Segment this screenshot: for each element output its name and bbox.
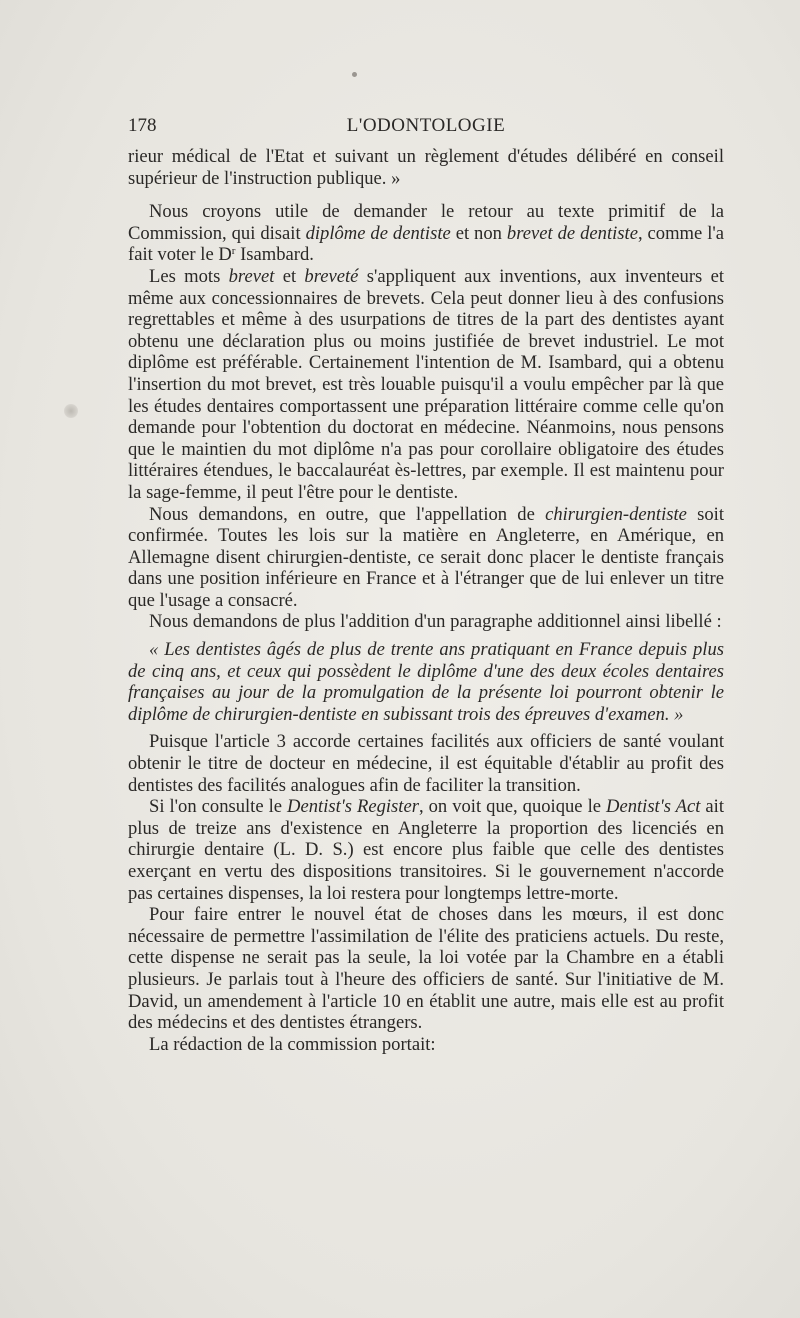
emphasis-chirurgien-dentiste: chirurgien-dentiste bbox=[545, 503, 687, 525]
paragraph-retour-texte: Nous croyons utile de demander le retour au texte primitif de la Commission, qui disait diplôme de dentiste et non brevet de dentiste, comme l'a fait voter le $D^r$ Isambard. bbox=[128, 201, 724, 266]
paragraph-addition: Nous demandons de plus l'addition d'un paragraphe additionnel ainsi libellé : bbox=[149, 611, 722, 633]
paragraph-redaction: La rédaction de la commission portait: bbox=[149, 1033, 436, 1055]
emphasis-brevete-word: breveté bbox=[304, 265, 359, 287]
page-number: 178 bbox=[128, 115, 157, 136]
emphasis-brevet: brevet de dentiste bbox=[506, 222, 638, 244]
paragraph-chirurgien-dentiste: Nous demandons, en outre, que l'appellation de chirurgien-dentiste soit confirmée. Toutes les lois sur la matière en Angleterre, en Amérique, en Allemagne disent chirurgien-dentiste, ce serait donc placer le dentiste français dans une position inférieure en France et à l'étranger que de lui enlever un titre que l'usage a consacré. bbox=[128, 503, 725, 611]
emphasis-diplome: diplôme de dentiste bbox=[305, 222, 451, 244]
emphasis-dentists-act: Dentist's Act bbox=[606, 796, 701, 818]
margin-stain bbox=[64, 404, 78, 418]
emphasis-dentists-register: Dentist's Register bbox=[287, 796, 419, 818]
page-header bbox=[128, 115, 724, 141]
paragraph-mots-brevet: Les mots brevet et breveté s'appliquent aux inventions, aux inventeurs et même aux concessionnaires de brevets. Cela peut donner lieu à des confusions regrettables et même à des usurpations de titres de la part des dentistes ayant obtenu une déclaration plus ou moins justifiée de brevet industriel. Le mot diplôme est préférable. Certainement l'intention de M. Isambard, qui a obtenu l'insertion du mot brevet, est très louable puisqu'il a voulu empêcher par là que les études dentaires comportassent une préparation littéraire comme celle qu'on demande pour l'obtention du doctorat en médecine. Néanmoins, nous pensons que le maintien du mot diplôme n'a pas pour corollaire obligatoire des études littéraires étendues, le baccalauréat ès-lettres, par exemple. Il est maintenu pour la sage-femme, il peut l'être pour le dentiste. bbox=[128, 265, 724, 503]
article-body bbox=[128, 146, 724, 1055]
superscript-r: r bbox=[231, 245, 236, 258]
paragraph-article-3: Puisque l'article 3 accorde certaines facilités aux officiers de santé voulant obtenir le titre de docteur en médecine, il est équitable d'établir au profit des dentistes des facilités analogues afin de faciliter la transition. bbox=[128, 731, 724, 796]
emphasis-brevet-word: brevet bbox=[228, 265, 275, 287]
paragraph-continuation: rieur médical de l'Etat et suivant un règlement d'études délibéré en conseil supérieur de l'instruction publique. » bbox=[128, 146, 724, 189]
paragraph-dentists-register: Si l'on consulte le Dentist's Register, on voit que, quoique le Dentist's Act ait plus de treize ans d'existence en Angleterre la proportion des licenciés en chirurgie dentaire (L. D. S.) est encore plus faible que celle des dentistes exerçant en vertu des dispositions transitoires. Si le gouvernement n'accorde pas certaines dispenses, la loi restera pour longtemps lettre-morte. bbox=[128, 796, 725, 904]
quoted-proposal: « Les dentistes âgés de plus de trente ans pratiquant en France depuis plus de cinq ans, et ceux qui possèdent le diplôme d'une des deux écoles dentaires françaises au jour de la promulgation de la présente loi pourront obtenir le diplôme de chirurgien-dentiste en subissant trois des épreuves d'examen. » bbox=[128, 639, 724, 725]
paragraph-nouvel-etat: Pour faire entrer le nouvel état de choses dans les mœurs, il est donc nécessaire de permettre l'assimilation de l'élite des praticiens actuels. Du reste, cette dispense ne serait pas la seule, la loi votée par la Chambre en a établi plusieurs. Je parlais tout à l'heure des officiers de santé. Sur l'initiative de M. David, un amendement à l'article 10 en établit une autre, mais elle est au profit des médecins et des dentistes étrangers. bbox=[128, 904, 724, 1034]
running-title: L'ODONTOLOGIE bbox=[346, 115, 506, 136]
ink-speck bbox=[352, 72, 357, 77]
